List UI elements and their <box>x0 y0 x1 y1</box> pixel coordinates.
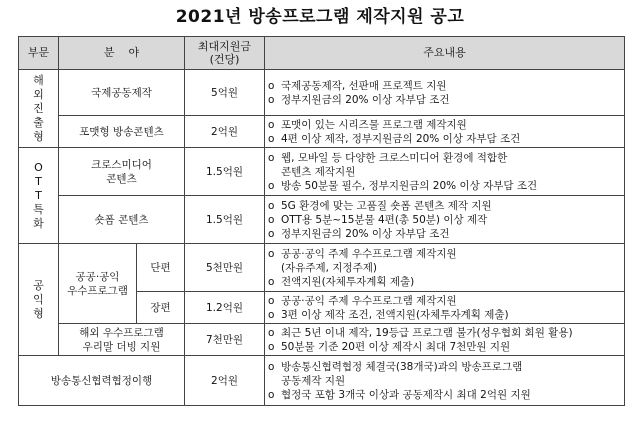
content-shortform: o 5G 환경에 맞는 고품질 숏폼 콘텐츠 제작 지원 o OTT용 5분~15분물 4편(총 50분) 이상 제작 o 정부지원금의 20% 이상 자부담 조건 <box>265 196 625 244</box>
table-row <box>19 70 625 116</box>
support-table <box>18 36 625 406</box>
amount-public-long: 1.2억원 <box>185 292 265 324</box>
table-row <box>19 356 625 406</box>
amount-shortform: 1.5억원 <box>185 196 265 244</box>
amount-coproduction: 5억원 <box>185 70 265 116</box>
amount-agreement: 2억원 <box>185 356 265 406</box>
amount-crossmedia: 1.5억원 <box>185 148 265 196</box>
field-crossmedia: 크로스미디어 콘텐츠 <box>59 148 185 196</box>
field-public-program: 공공·공익 우수프로그램 <box>59 244 137 324</box>
table-row <box>19 244 625 292</box>
content-crossmedia: o 웹, 모바일 등 다양한 크로스미디어 환경에 적합한 콘텐츠 제작지원 o 방송 50분물 필수, 정부지원금의 20% 이상 자부담 조건 <box>265 148 625 196</box>
table-header-row <box>19 37 625 70</box>
category-ott: O T T 특 화 <box>19 148 59 244</box>
content-agreement: o 방송통신협력협정 체결국(38개국)과의 방송프로그램 공동제작 지원 o 협정국 포함 3개국 이상과 공동제작시 최대 2억원 지원 <box>265 356 625 406</box>
sub-long: 장편 <box>137 292 185 324</box>
content-public-long: o 공공·공익 주제 우수프로그램 제작지원 o 3편 이상 제작 조건, 전액지원(자체투자계획 제출) <box>265 292 625 324</box>
amount-dubbing: 7천만원 <box>185 324 265 356</box>
category-overseas: 해 외 진 출 형 <box>19 70 59 148</box>
content-coproduction: o 국제공동제작, 선판매 프로젝트 지원 o 정부지원금의 20% 이상 자부담 조건 <box>265 70 625 116</box>
category-public: 공 익 형 <box>19 244 59 356</box>
header-amount-line2: (건당) <box>209 53 240 66</box>
table-row <box>19 148 625 196</box>
content-dubbing: o 최근 5년 이내 제작, 19등급 프로그램 불가(성우협회 회원 활용) o 50분물 기준 20편 이상 제작시 최대 7천만원 지원 <box>265 324 625 356</box>
content-public-short: o 공공·공익 주제 우수프로그램 제작지원 (자유주제, 지정주제) o 전액지원(자체투자계획 제출) <box>265 244 625 292</box>
field-format: 포맷형 방송콘텐츠 <box>59 116 185 148</box>
field-agreement: 방송통신협력협정이행 <box>19 356 185 406</box>
field-dubbing: 해외 우수프로그램 우리말 더빙 지원 <box>59 324 185 356</box>
amount-format: 2억원 <box>185 116 265 148</box>
header-amount-line1: 최대지원금 <box>197 40 252 53</box>
header-field: 분 야 <box>59 37 185 70</box>
table-row <box>19 116 625 148</box>
content-format: o 포맷이 있는 시리즈물 프로그램 제작지원 o 4편 이상 제작, 정부지원금의 20% 이상 자부담 조건 <box>265 116 625 148</box>
page-title: 2021년 방송프로그램 제작지원 공고 <box>175 7 465 27</box>
amount-public-short: 5천만원 <box>185 244 265 292</box>
header-content: 주요내용 <box>265 37 625 70</box>
table-row <box>19 324 625 356</box>
header-amount <box>185 37 265 70</box>
sub-short: 단편 <box>137 244 185 292</box>
field-shortform: 숏폼 콘텐츠 <box>59 196 185 244</box>
header-category: 부문 <box>19 37 59 70</box>
table-row <box>19 196 625 244</box>
field-coproduction: 국제공동제작 <box>59 70 185 116</box>
